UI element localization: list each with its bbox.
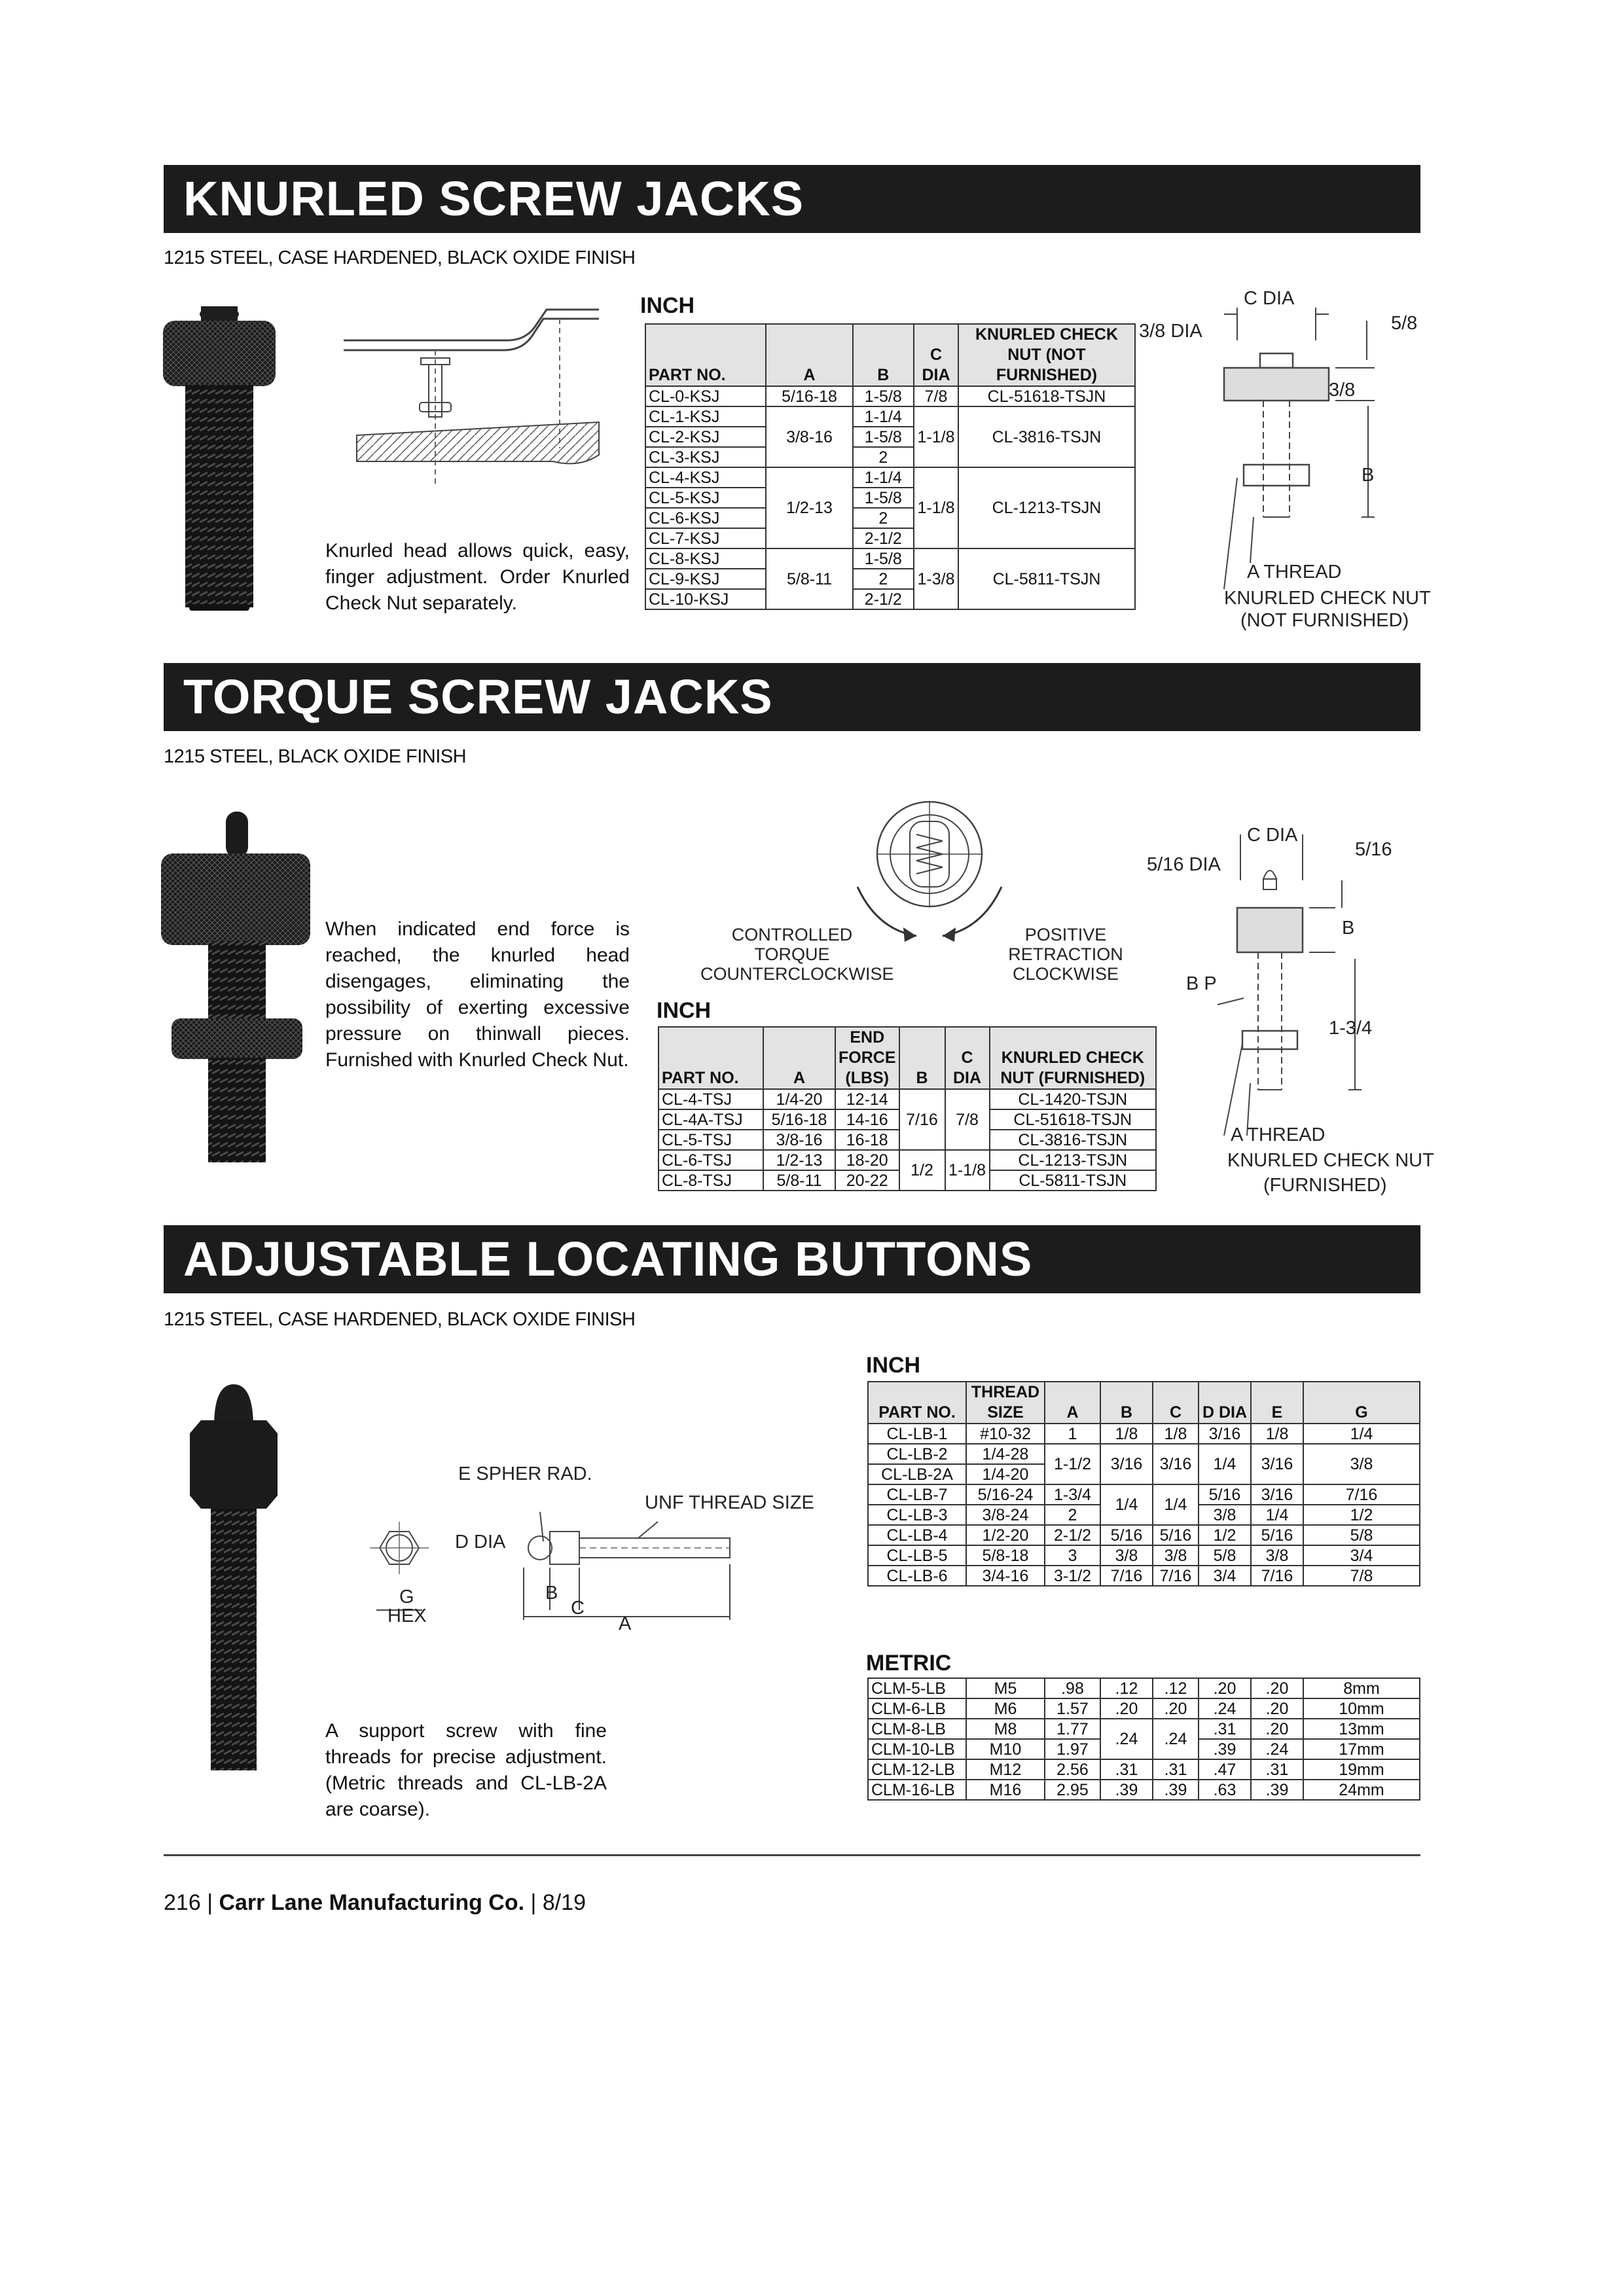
torque-inch-label: INCH [657, 998, 712, 1023]
torque-jack-photo [157, 810, 314, 1170]
cell-check-nut: CL-5811-TSJN [990, 1170, 1157, 1191]
cell-part-no: CL-10-KSJ [645, 589, 766, 609]
cell-b: 1-1/4 [853, 467, 914, 488]
cell-g: 7/16 [1303, 1484, 1420, 1505]
cell-e: .24 [1251, 1739, 1303, 1759]
table-row [868, 1424, 1420, 1444]
cell-c: 3/16 [1153, 1444, 1199, 1484]
knurled-thread-label: A THREAD [1247, 562, 1342, 583]
torque-description: When indicated end force is reached, the knurled head disengages, eliminating the possibility of exerting excessive pressure on thinwall pieces. Furnished with Knurled Check Nut. [325, 918, 630, 1071]
cell-c-dia: 7/8 [945, 1089, 990, 1150]
cell-a: 1.57 [1045, 1698, 1100, 1719]
cell-part-no: CL-1-KSJ [645, 406, 766, 427]
header-part-no: PART NO. [868, 1382, 966, 1424]
buttons-b-label: B [545, 1583, 558, 1604]
cell-a: 2.95 [1045, 1780, 1100, 1800]
cell-g: 7/8 [1303, 1566, 1420, 1586]
cell-part-no: CL-LB-1 [868, 1424, 966, 1444]
cell-c: 5/16 [1153, 1525, 1199, 1545]
torque-c-dia-label: C DIA [1247, 825, 1298, 846]
cell-g: 8mm [1303, 1678, 1420, 1698]
header-g: G [1303, 1382, 1420, 1424]
header-check-nut: KNURLED CHECK NUT (NOT FURNISHED) [958, 324, 1135, 386]
cell-c: .31 [1153, 1759, 1199, 1780]
cell-thread-size: 1/4-20 [966, 1464, 1045, 1484]
buttons-title: ADJUSTABLE LOCATING BUTTONS [183, 1232, 1033, 1286]
buttons-inch-table [867, 1381, 1420, 1587]
cell-thread-size: M16 [966, 1780, 1045, 1800]
cell-thread-size: 5/16-24 [966, 1484, 1045, 1505]
cell-thread-size: M10 [966, 1739, 1045, 1759]
cell-thread-size: 1/4-28 [966, 1444, 1045, 1464]
cell-e: 1/8 [1251, 1424, 1303, 1444]
cell-g: 19mm [1303, 1759, 1420, 1780]
header-c: C [1153, 1382, 1199, 1424]
table-header-row [645, 324, 1135, 386]
cell-b: 1-1/4 [853, 406, 914, 427]
cell-part-no: CL-9-KSJ [645, 569, 766, 589]
torque-cw-label: POSITIVE RETRACTION CLOCKWISE [1008, 925, 1123, 984]
cell-d-dia: 5/16 [1199, 1484, 1251, 1505]
knurled-spec-table [645, 323, 1136, 610]
locating-button-photo [185, 1381, 283, 1774]
torque-length-label: 1-3/4 [1329, 1018, 1373, 1039]
cell-a: 2 [1045, 1505, 1100, 1525]
header-a: A [766, 324, 852, 386]
cell-a: 3-1/2 [1045, 1566, 1100, 1586]
cell-end-force: 14-16 [835, 1109, 899, 1130]
cell-a: .98 [1045, 1678, 1100, 1698]
cell-a: 1/4-20 [763, 1089, 835, 1109]
buttons-unf-label: UNF THREAD SIZE [645, 1492, 814, 1513]
cell-end-force: 16-18 [835, 1130, 899, 1150]
cell-g: 1/2 [1303, 1505, 1420, 1525]
cell-b: .20 [1100, 1698, 1153, 1719]
cell-b: 1/8 [1100, 1424, 1153, 1444]
cell-e: 3/16 [1251, 1484, 1303, 1505]
buttons-subtitle: 1215 STEEL, CASE HARDENED, BLACK OXIDE FINISH [164, 1309, 636, 1330]
cell-thread-size: 3/8-24 [966, 1505, 1045, 1525]
cell-check-nut: CL-1213-TSJN [990, 1150, 1157, 1170]
cell-part-no: CL-LB-5 [868, 1545, 966, 1566]
cell-part-no: CLM-6-LB [868, 1698, 966, 1719]
cell-a: 1.77 [1045, 1719, 1100, 1739]
cell-end-force: 12-14 [835, 1089, 899, 1109]
buttons-hex-label: HEX [388, 1605, 427, 1626]
cell-end-force: 20-22 [835, 1170, 899, 1191]
cell-g: 5/8 [1303, 1525, 1420, 1545]
buttons-metric-label: METRIC [866, 1651, 952, 1676]
knurled-banner [164, 165, 1420, 233]
header-b: B [899, 1027, 945, 1089]
buttons-d-label: D DIA [455, 1532, 506, 1552]
cell-a: 1-3/4 [1045, 1484, 1100, 1505]
cell-thread-size: 3/4-16 [966, 1566, 1045, 1586]
header-b: B [1100, 1382, 1153, 1424]
cell-b: 7/16 [1100, 1566, 1153, 1586]
header-c-dia: C DIA [914, 324, 958, 386]
table-row [868, 1566, 1420, 1586]
page-footer [164, 1890, 586, 1916]
cell-a: 1/2-13 [763, 1150, 835, 1170]
header-end-force: END FORCE (LBS) [835, 1027, 899, 1089]
cell-b: 1/4 [1100, 1484, 1153, 1525]
header-a: A [763, 1027, 835, 1089]
cell-d-dia: 3/4 [1199, 1566, 1251, 1586]
cell-b: 1/2 [899, 1150, 945, 1191]
header-check-nut: KNURLED CHECK NUT (FURNISHED) [990, 1027, 1157, 1089]
knurled-subtitle: 1215 STEEL, CASE HARDENED, BLACK OXIDE FINISH [164, 247, 636, 268]
knurled-jack-photo [160, 287, 278, 614]
header-d-dia: D DIA [1199, 1382, 1251, 1424]
table-header-row [868, 1382, 1420, 1424]
cell-check-nut: CL-51618-TSJN [958, 386, 1135, 406]
cell-a: 5/8-11 [766, 548, 852, 609]
torque-spec-table [658, 1026, 1157, 1191]
torque-bp-label: B P [1186, 973, 1217, 994]
cell-b: 1-5/8 [853, 427, 914, 447]
cell-part-no: CL-0-KSJ [645, 386, 766, 406]
cell-e: 3/8 [1251, 1545, 1303, 1566]
cell-a: 5/8-11 [763, 1170, 835, 1191]
buttons-c-label: C [571, 1598, 585, 1619]
table-row [868, 1545, 1420, 1566]
torque-thread-label: A THREAD [1231, 1124, 1326, 1145]
cell-e: .20 [1251, 1678, 1303, 1698]
table-row [645, 548, 1135, 569]
cell-g: 10mm [1303, 1698, 1420, 1719]
cell-part-no: CL-8-KSJ [645, 548, 766, 569]
cell-d-dia: 3/16 [1199, 1424, 1251, 1444]
header-part-no: PART NO. [659, 1027, 763, 1089]
cell-check-nut: CL-3816-TSJN [958, 406, 1135, 467]
cell-a: 1/2-13 [766, 467, 852, 548]
torque-nut-note: (FURNISHED) [1263, 1175, 1387, 1196]
cell-c: 1/8 [1153, 1424, 1199, 1444]
table-row [868, 1444, 1420, 1464]
cell-c: .39 [1153, 1780, 1199, 1800]
table-row [868, 1759, 1420, 1780]
header-a: A [1045, 1382, 1100, 1424]
cell-part-no: CLM-10-LB [868, 1739, 966, 1759]
cell-a: 2.56 [1045, 1759, 1100, 1780]
cell-c: 1/4 [1153, 1484, 1199, 1525]
cell-thread-size: #10-32 [966, 1424, 1045, 1444]
cell-g: 3/8 [1303, 1444, 1420, 1484]
cell-g: 24mm [1303, 1780, 1420, 1800]
cell-a: 5/16-18 [763, 1109, 835, 1130]
header-e: E [1251, 1382, 1303, 1424]
cell-part-no: CL-LB-2A [868, 1464, 966, 1484]
cell-b: .24 [1100, 1719, 1153, 1759]
cell-b: 1-5/8 [853, 548, 914, 569]
cell-d-dia: 5/8 [1199, 1545, 1251, 1566]
knurled-nut-note: (NOT FURNISHED) [1240, 610, 1409, 631]
knurled-inch-label: INCH [640, 293, 695, 318]
cell-e: 3/16 [1251, 1444, 1303, 1484]
knurled-mid-label: 3/8 [1329, 380, 1356, 401]
cell-d-dia: .63 [1199, 1780, 1251, 1800]
cell-d-dia: 3/8 [1199, 1505, 1251, 1525]
cell-b: .12 [1100, 1678, 1153, 1698]
table-row [645, 406, 1135, 427]
header-part-no: PART NO. [645, 324, 766, 386]
cell-b: 2 [853, 447, 914, 467]
cell-part-no: CLM-5-LB [868, 1678, 966, 1698]
cell-part-no: CL-LB-7 [868, 1484, 966, 1505]
cell-c: .12 [1153, 1678, 1199, 1698]
knurled-title: KNURLED SCREW JACKS [183, 171, 804, 226]
knurled-b-label: B [1362, 465, 1375, 486]
cell-e: 7/16 [1251, 1566, 1303, 1586]
cell-part-no: CL-LB-3 [868, 1505, 966, 1525]
cell-a: 1-1/2 [1045, 1444, 1100, 1484]
torque-nut-label: KNURLED CHECK NUT [1227, 1150, 1434, 1171]
cell-part-no: CL-2-KSJ [645, 427, 766, 447]
cell-part-no: CLM-12-LB [868, 1759, 966, 1780]
cell-part-no: CL-LB-2 [868, 1444, 966, 1464]
cell-c: .20 [1153, 1698, 1199, 1719]
locating-button-drawing [370, 1502, 756, 1633]
cell-d-dia: .20 [1199, 1678, 1251, 1698]
cell-d-dia: .31 [1199, 1719, 1251, 1739]
table-row [659, 1089, 1156, 1109]
knurled-application-drawing [337, 298, 602, 494]
cell-part-no: CL-7-KSJ [645, 528, 766, 548]
cell-d-dia: .24 [1199, 1698, 1251, 1719]
buttons-metric-table [867, 1677, 1420, 1801]
torque-dimension-drawing [1211, 828, 1420, 1136]
table-row [868, 1780, 1420, 1800]
cell-a: 2-1/2 [1045, 1525, 1100, 1545]
cell-end-force: 18-20 [835, 1150, 899, 1170]
cell-b: 2 [853, 569, 914, 589]
cell-a: 3 [1045, 1545, 1100, 1566]
company-name: Carr Lane Manufacturing Co. [219, 1890, 525, 1915]
cell-c: 3/8 [1153, 1545, 1199, 1566]
cell-g: 1/4 [1303, 1424, 1420, 1444]
cell-check-nut: CL-3816-TSJN [990, 1130, 1157, 1150]
cell-b: 5/16 [1100, 1525, 1153, 1545]
buttons-g-label: G [399, 1587, 414, 1607]
cell-part-no: CLM-16-LB [868, 1780, 966, 1800]
cell-d-dia: .47 [1199, 1759, 1251, 1780]
buttons-a-label: A [619, 1613, 632, 1634]
cell-c-dia: 7/8 [914, 386, 958, 406]
cell-part-no: CL-4A-TSJ [659, 1109, 763, 1130]
buttons-description: A support screw with fine threads for precise adjustment. (Metric threads and CL-LB-2A are coarse). [325, 1720, 607, 1820]
cell-e: 5/16 [1251, 1525, 1303, 1545]
table-row [868, 1484, 1420, 1505]
cell-part-no: CL-LB-4 [868, 1525, 966, 1545]
torque-top-label: 5/16 [1355, 839, 1392, 860]
cell-part-no: CL-4-KSJ [645, 467, 766, 488]
cell-thread-size: 5/8-18 [966, 1545, 1045, 1566]
cell-thread-size: M5 [966, 1678, 1045, 1698]
torque-title: TORQUE SCREW JACKS [183, 670, 773, 724]
cell-e: .39 [1251, 1780, 1303, 1800]
torque-banner [164, 663, 1420, 731]
cell-thread-size: M6 [966, 1698, 1045, 1719]
page-number: 216 [164, 1890, 201, 1915]
cell-c: .24 [1153, 1719, 1199, 1759]
knurled-dia-label: 3/8 DIA [1139, 321, 1202, 342]
cell-part-no: CL-3-KSJ [645, 447, 766, 467]
cell-d-dia: .39 [1199, 1739, 1251, 1759]
footer-separator: | [530, 1890, 543, 1915]
knurled-nut-label: KNURLED CHECK NUT [1224, 588, 1431, 609]
cell-part-no: CL-LB-6 [868, 1566, 966, 1586]
table-row [659, 1150, 1156, 1170]
cell-check-nut: CL-1420-TSJN [990, 1089, 1157, 1109]
cell-e: 1/4 [1251, 1505, 1303, 1525]
cell-e: .31 [1251, 1759, 1303, 1780]
knurled-c-dia-label: C DIA [1244, 288, 1295, 309]
cell-b: 2-1/2 [853, 528, 914, 548]
cell-check-nut: CL-5811-TSJN [958, 548, 1135, 609]
cell-b: .31 [1100, 1759, 1153, 1780]
cell-thread-size: M8 [966, 1719, 1045, 1739]
cell-g: 3/4 [1303, 1545, 1420, 1566]
cell-b: 3/8 [1100, 1545, 1153, 1566]
cell-a: 3/8-16 [766, 406, 852, 467]
cell-b: 2 [853, 508, 914, 528]
table-row [868, 1678, 1420, 1698]
table-row [868, 1698, 1420, 1719]
cell-b: 2-1/2 [853, 589, 914, 609]
cell-a: 3/8-16 [763, 1130, 835, 1150]
cell-d-dia: 1/4 [1199, 1444, 1251, 1484]
cell-e: .20 [1251, 1698, 1303, 1719]
header-c-dia: C DIA [945, 1027, 990, 1089]
cell-b: 1-5/8 [853, 386, 914, 406]
cell-part-no: CL-6-TSJ [659, 1150, 763, 1170]
cell-c-dia: 1-3/8 [914, 548, 958, 609]
torque-b-label: B [1342, 918, 1355, 939]
cell-c-dia: 1-1/8 [945, 1150, 990, 1191]
cell-b: 7/16 [899, 1089, 945, 1150]
cell-check-nut: CL-1213-TSJN [958, 467, 1135, 548]
cell-g: 17mm [1303, 1739, 1420, 1759]
table-row [868, 1525, 1420, 1545]
torque-ccw-label: CONTROLLED TORQUE COUNTERCLOCKWISE [700, 925, 894, 984]
cell-b: .39 [1100, 1780, 1153, 1800]
cell-part-no: CLM-8-LB [868, 1719, 966, 1739]
cell-c: 7/16 [1153, 1566, 1199, 1586]
cell-part-no: CL-5-KSJ [645, 488, 766, 508]
cell-part-no: CL-8-TSJ [659, 1170, 763, 1191]
cell-e: .20 [1251, 1719, 1303, 1739]
header-thread-size: THREAD SIZE [966, 1382, 1045, 1424]
footer-separator: | [207, 1890, 219, 1915]
knurled-description: Knurled head allows quick, easy, finger adjustment. Order Knurled Check Nut separately. [325, 540, 630, 614]
cell-part-no: CL-6-KSJ [645, 508, 766, 528]
cell-a: 5/16-18 [766, 386, 852, 406]
cell-a: 1 [1045, 1424, 1100, 1444]
footer-rule [164, 1854, 1420, 1856]
torque-mechanism-drawing [831, 789, 1054, 946]
buttons-inch-label: INCH [866, 1353, 921, 1378]
buttons-banner [164, 1225, 1420, 1293]
table-row [645, 386, 1135, 406]
cell-b: 1-5/8 [853, 488, 914, 508]
cell-g: 13mm [1303, 1719, 1420, 1739]
torque-subtitle: 1215 STEEL, BLACK OXIDE FINISH [164, 746, 467, 767]
cell-d-dia: 1/2 [1199, 1525, 1251, 1545]
cell-check-nut: CL-51618-TSJN [990, 1109, 1157, 1130]
cell-part-no: CL-4-TSJ [659, 1089, 763, 1109]
footer-date: 8/19 [542, 1890, 586, 1915]
header-b: B [853, 324, 914, 386]
cell-thread-size: M12 [966, 1759, 1045, 1780]
cell-a: 1.97 [1045, 1739, 1100, 1759]
cell-b: 3/16 [1100, 1444, 1153, 1484]
table-row [645, 467, 1135, 488]
torque-dia-label: 5/16 DIA [1147, 854, 1221, 875]
cell-c-dia: 1-1/8 [914, 406, 958, 467]
cell-c-dia: 1-1/8 [914, 467, 958, 548]
cell-part-no: CL-5-TSJ [659, 1130, 763, 1150]
cell-thread-size: 1/2-20 [966, 1525, 1045, 1545]
knurled-top-label: 5/8 [1391, 313, 1418, 334]
buttons-e-label: E SPHER RAD. [458, 1463, 592, 1484]
table-row [868, 1719, 1420, 1739]
table-header-row [659, 1027, 1156, 1089]
